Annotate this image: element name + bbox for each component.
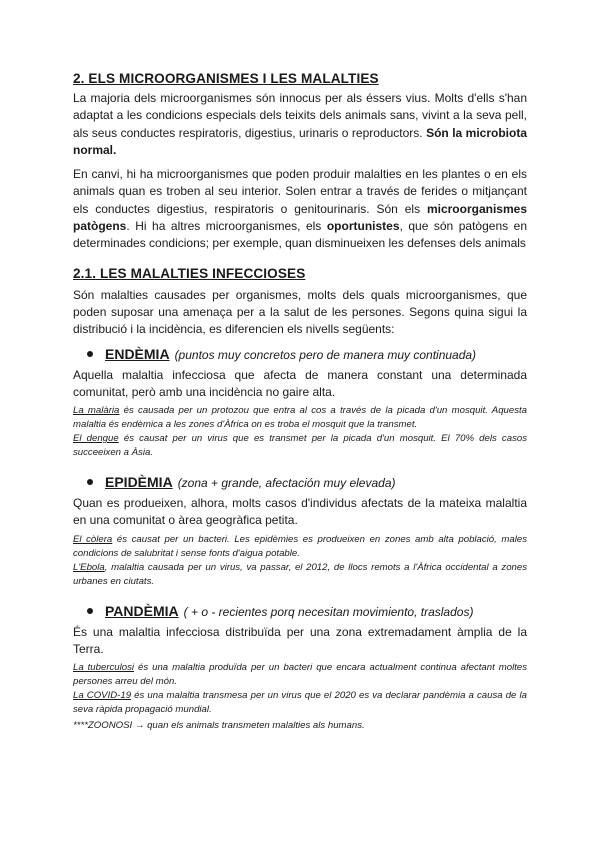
term-epidemia: EPIDÈMIA [105,474,173,491]
definition-pandemia: És una malaltia infecciosa distribuïda per una zona extremadament àmplia de la Terra. [73,624,527,657]
paragraph-patogens-text-3: , que són patògens en determinades condicions; per exemple, quan disminueixen les defenses dels animals [73,219,527,251]
example-tuberculosi [73,661,527,689]
example-malaria-term: La malària [73,405,120,417]
paragraph-infeccioses: Són malalties causades per organismes, molts dels quals microorganismes, que poden suposar una amenaça per a la salut de les persones. Segons quina sigui la distribució i la incidència, es diferencien els nivells següents: [73,287,527,337]
paragraph-microbiota-text: La majoria dels microorganismes són innocus per als éssers vius. Molts d'ells s'han adaptat a les condicions especials dels teixits dels animals sans, vivint a la seva pell, als seus conductes respiratoris, digestius, urinaris o reproductors. [73,91,527,140]
term-pandemia: PANDÈMIA [105,602,179,619]
gloss-endemia: (puntos muy concretos pero de manera muy continuada) [174,347,477,362]
definition-endemia: Aquella malaltia infecciosa que afecta de manera constant una determinada comunitat, però amb una incidència no gaire alta. [73,367,527,399]
example-tuberculosi-text: és una malaltia produïda per un bacteri que encara actualment continua afectant moltes persones arreu del món. [73,662,527,688]
example-ebola [73,561,527,589]
example-ebola-text: , malaltia causada per un virus, va passar, el 2012, de llocs remots a l'Àfrica occidental a zones urbanes en ciutats. [73,561,527,587]
bullet-endemia [87,346,527,364]
example-colera [73,533,527,561]
bullet-dot-icon [87,351,93,357]
bullet-epidemia [87,474,527,492]
definition-epidemia: Quan es produeixen, alhora, molts casos d'individus afectats de la mateixa malaltia en una comunitat o àrea geogràfica petita. [73,496,527,528]
example-dengue-text: és causat per un virus que es transmet per la picada d'un mosquit. El 70% dels casos succeeixen a Àsia. [73,433,527,459]
zoonosi-note: ****ZOONOSI → quan els animals transmeten malalties als humans. [73,720,365,732]
bullet-dot-icon [87,479,93,485]
example-covid [73,689,527,717]
gloss-pandemia: ( + o - recientes porq necesitan movimiento, traslados) [183,604,474,619]
example-covid-text: és una malaltia transmesa per un virus que el 2020 es va declarar pandèmia a causa de la seva ràpida propagació mundial. [73,690,527,716]
example-dengue-term: El dengue [73,433,119,445]
bullet-dot-icon [87,608,93,614]
paragraph-patogens-text-1: En canvi, hi ha microorganismes que poden produir malalties en les plantes o en els animals quan es troben al seu interior. Solen entrar a través de ferides o mitjançant els conductes digestius, respiratoris o genitourinaris. Són els [73,167,527,216]
gloss-epidemia: (zona + grande, afectación muy elevada) [177,476,396,491]
paragraph-patogens-bold-1: microorganismes patògens [73,201,527,234]
example-covid-term: La COVID-19 [73,690,132,702]
heading-microorganismes: 2. ELS MICROORGANISMES I LES MALALTIES [73,71,379,86]
bullet-pandemia [87,603,527,621]
paragraph-patogens-text-2: . Hi ha altres microorganismes, els [126,219,327,234]
example-ebola-term: L'Ebola [73,561,105,573]
example-tuberculosi-term: La tuberculosi [73,662,135,674]
example-malaria [73,404,527,432]
paragraph-microbiota [73,90,527,159]
heading-malalties-infeccioses: 2.1. LES MALALTIES INFECCIOSES [73,265,306,281]
paragraph-patogens [73,166,527,252]
term-endemia: ENDÈMIA [105,345,170,362]
example-colera-text: és causat per un bacteri. Les epidèmies es produeixen en zones amb alta població, males condicions de salubritat i sense fonts d'aigua potable. [73,533,528,559]
paragraph-microbiota-bold: Són la microbiota normal. [73,125,527,157]
example-malaria-text: és causada per un protozou que entra al cos a través de la picada d'un mosquit. Aquesta malaltia és endèmica a les zones d'Àfrica on es troba el mosquit que la transmet. [73,405,527,431]
example-colera-term: El còlera [73,533,113,545]
example-dengue [73,432,527,460]
document-content [73,70,527,733]
paragraph-patogens-bold-2: oportunistes [326,219,400,234]
